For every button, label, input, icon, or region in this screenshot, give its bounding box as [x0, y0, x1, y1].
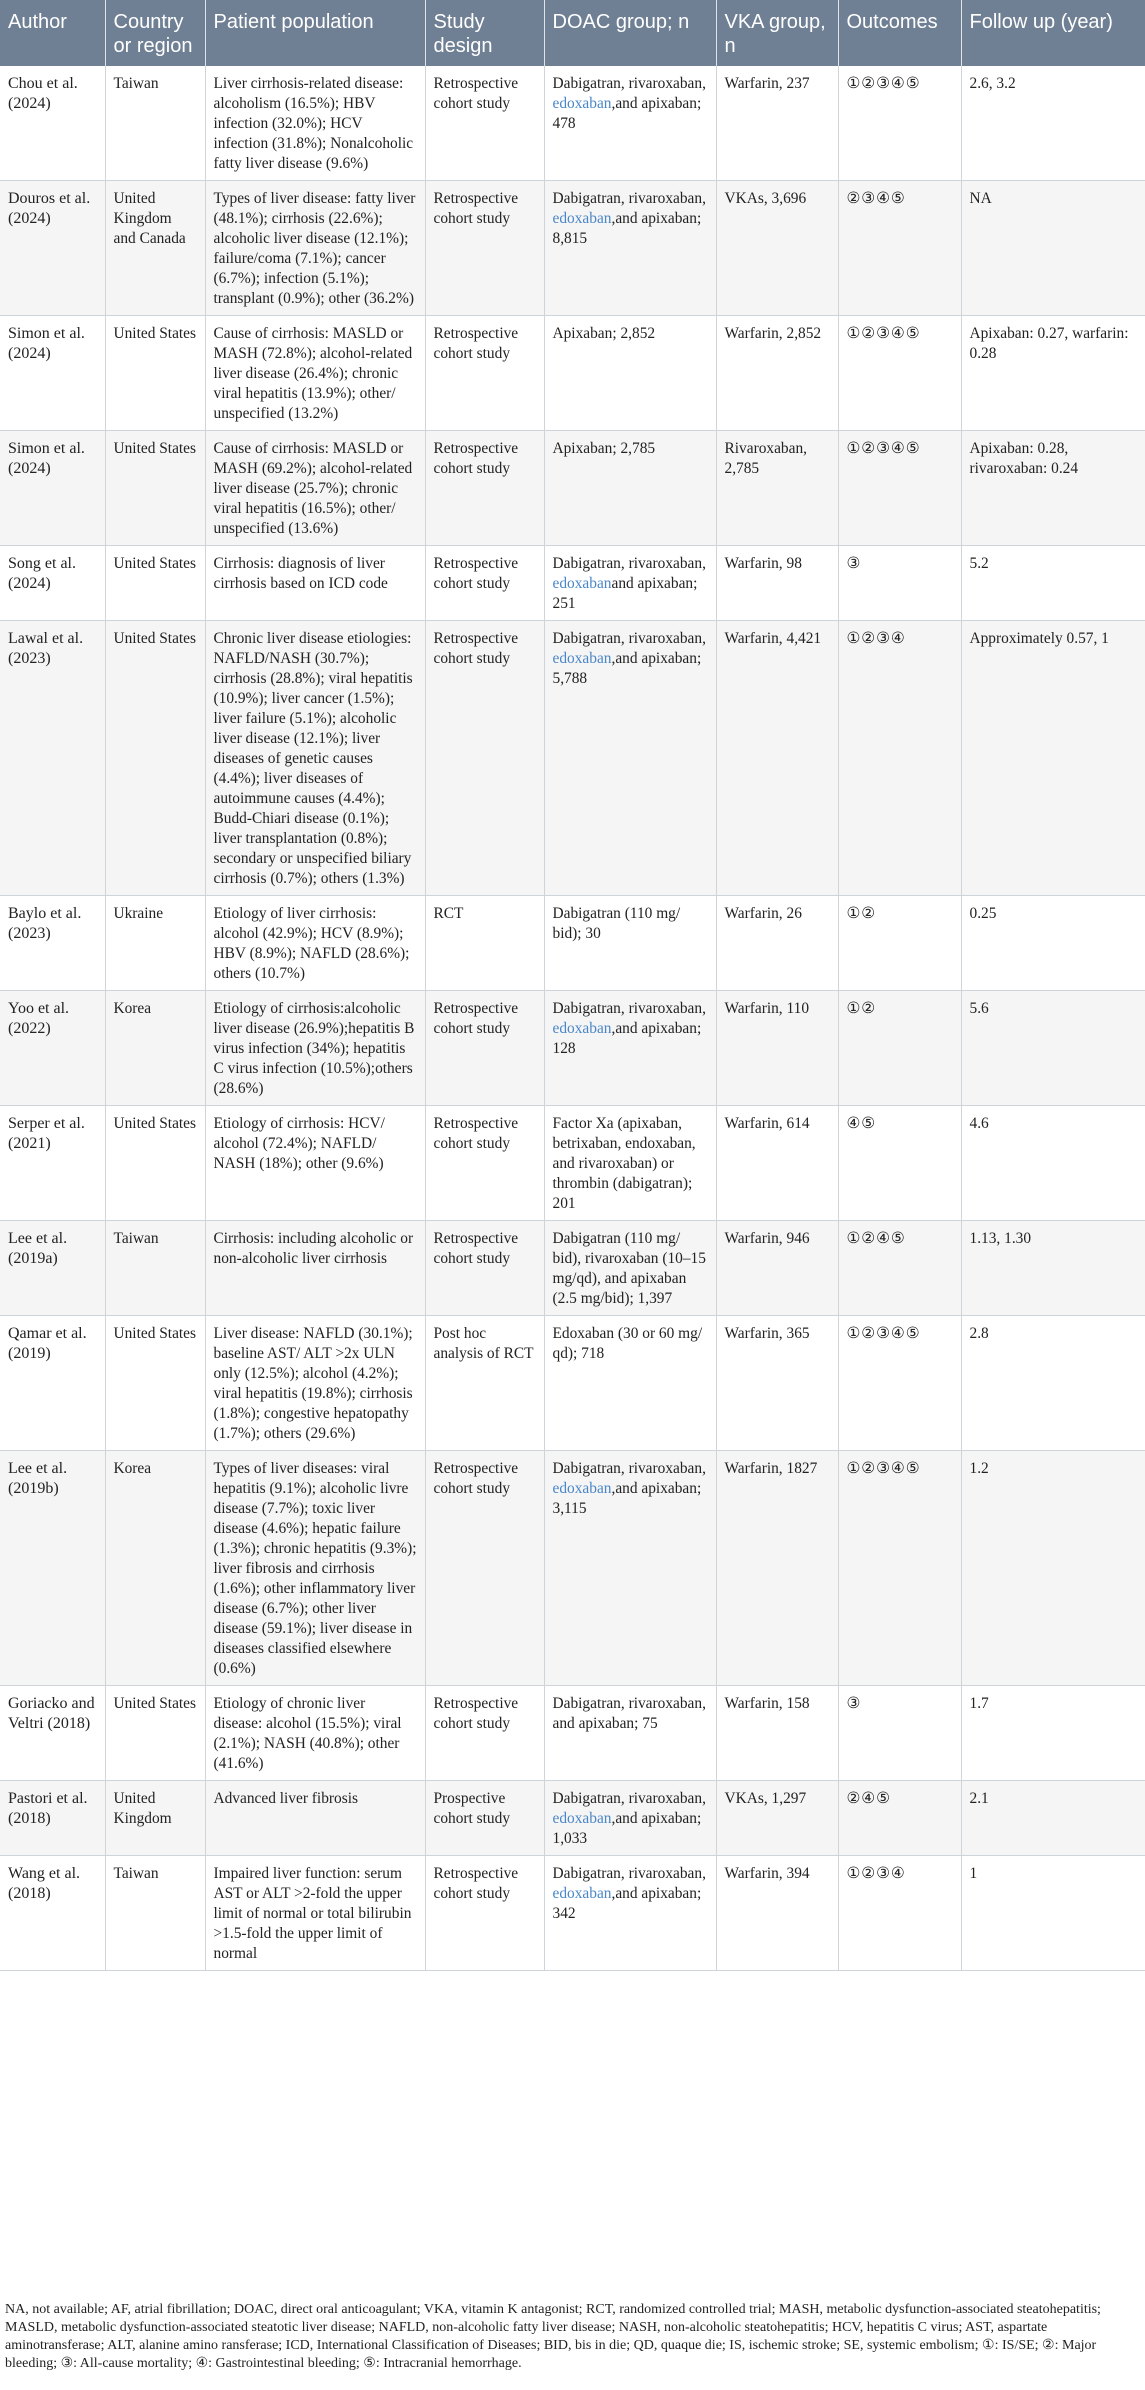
cell-country: United Kingdom — [105, 1781, 205, 1856]
cell-followup: 5.2 — [961, 546, 1145, 621]
cell-doac — [544, 1451, 716, 1686]
cell-author: Lee et al. (2019a) — [0, 1221, 105, 1316]
cell-doac — [544, 1686, 716, 1781]
cell-population: Types of liver diseases: viral hepatitis (9.1%); alcoholic livre disease (7.7%); toxic liver disease (4.6%); hepatic failure (1.3%); chronic hepatitis (9.3%); liver fibrosis and cirrhosis (1.6%); other inflammatory liver disease (6.7%); other liver disease (59.1%); liver disease in diseases classified elsewhere (0.6%) — [205, 1451, 425, 1686]
cell-design: Retrospective cohort study — [425, 546, 544, 621]
doac-text-end: ,and apixaban; 128 — [552, 1020, 702, 1057]
table-row — [0, 1686, 1145, 1781]
cell-country: United States — [105, 621, 205, 896]
cell-vka: Warfarin, 110 — [716, 991, 838, 1106]
cell-design: Retrospective cohort study — [425, 181, 544, 316]
doac-highlight: edoxaban — [552, 1480, 612, 1497]
doac-text: Dabigatran (110 mg/ bid); 30 — [552, 905, 681, 942]
cell-population: Liver disease: NAFLD (30.1%); baseline AST/ ALT >2x ULN only (12.5%); alcohol (4.2%); viral hepatitis (19.8%); cirrhosis (1.8%); congestive hepatopathy (1.7%); others (29.6%) — [205, 1316, 425, 1451]
cell-doac — [544, 66, 716, 181]
cell-design: Retrospective cohort study — [425, 1106, 544, 1221]
cell-design: Retrospective cohort study — [425, 316, 544, 431]
doac-highlight: edoxaban — [552, 650, 612, 667]
cell-author: Wang et al. (2018) — [0, 1856, 105, 1971]
cell-followup: 1 — [961, 1856, 1145, 1971]
cell-followup: 2.8 — [961, 1316, 1145, 1451]
doac-text: Dabigatran, rivaroxaban, — [552, 1000, 706, 1017]
cell-country: United States — [105, 1316, 205, 1451]
doac-text-end: ,and apixaban; 8,815 — [552, 210, 702, 247]
cell-population: Liver cirrhosis-related disease: alcoholism (16.5%); HBV infection (32.0%); HCV infection (31.8%); Nonalcoholic fatty liver disease (9.6%) — [205, 66, 425, 181]
cell-design: Retrospective cohort study — [425, 66, 544, 181]
cell-doac — [544, 181, 716, 316]
cell-population: Cirrhosis: including alcoholic or non-alcoholic liver cirrhosis — [205, 1221, 425, 1316]
header-row — [0, 0, 1145, 66]
cell-country: United States — [105, 546, 205, 621]
table-row — [0, 991, 1145, 1106]
doac-text-end: ,and apixaban; 3,115 — [552, 1480, 702, 1517]
cell-author: Baylo et al. (2023) — [0, 896, 105, 991]
table-row — [0, 1856, 1145, 1971]
doac-text: Apixaban; 2,852 — [552, 325, 656, 342]
cell-population: Impaired liver function: serum AST or ALT >2-fold the upper limit of normal or total bilirubin >1.5-fold the upper limit of normal — [205, 1856, 425, 1971]
cell-outcomes: ①②③④ — [838, 621, 961, 896]
cell-doac — [544, 1221, 716, 1316]
cell-followup: 2.1 — [961, 1781, 1145, 1856]
table-row — [0, 1451, 1145, 1686]
cell-population: Advanced liver fibrosis — [205, 1781, 425, 1856]
cell-country: United States — [105, 1686, 205, 1781]
cell-followup: Approximately 0.57, 1 — [961, 621, 1145, 896]
cell-country: Korea — [105, 991, 205, 1106]
cell-design: Retrospective cohort study — [425, 1686, 544, 1781]
header-population: Patient population — [205, 0, 425, 66]
cell-author: Simon et al. (2024) — [0, 316, 105, 431]
doac-text-end: ,and apixaban; 5,788 — [552, 650, 702, 687]
cell-country: United States — [105, 316, 205, 431]
cell-country: Ukraine — [105, 896, 205, 991]
table-row — [0, 1221, 1145, 1316]
header-country: Country or region — [105, 0, 205, 66]
cell-author: Douros et al. (2024) — [0, 181, 105, 316]
cell-population: Etiology of cirrhosis:alcoholic liver disease (26.9%);hepatitis B virus infection (34%); hepatitis C virus infection (10.5%);others (28.6%) — [205, 991, 425, 1106]
cell-outcomes: ①②③④ — [838, 1856, 961, 1971]
table-footnote: NA, not available; AF, atrial fibrillation; DOAC, direct oral anticoagulant; VKA, vitamin K antagonist; RCT, randomized controlled trial; MASH, metabolic dysfunction-associated steatohepatitis; MASLD, metabolic dysfunction-associated steatotic liver disease; NAFLD, non-alcoholic fatty liver disease; NASH, non-alcoholic steatohepatitis; HCV, hepatitis C virus; AST, aspartate aminotransferase; ALT, alanine amino ransferase; ICD, International Classification of Diseases; BID, bis in die; QD, quaque die; IS, ischemic stroke; SE, systemic embolism; ①: IS/SE; ②: Major bleeding; ③: All-cause mortality; ④: Gastrointestinal bleeding; ⑤: Intracranial hemorrhage. — [5, 2302, 1101, 2371]
cell-vka: Warfarin, 1827 — [716, 1451, 838, 1686]
header-vka: VKA group, n — [716, 0, 838, 66]
cell-design: Prospective cohort study — [425, 1781, 544, 1856]
cell-vka: Warfarin, 98 — [716, 546, 838, 621]
cell-design: Retrospective cohort study — [425, 1856, 544, 1971]
cell-doac — [544, 1856, 716, 1971]
cell-design: Retrospective cohort study — [425, 991, 544, 1106]
cell-design: Post hoc analysis of RCT — [425, 1316, 544, 1451]
doac-text-end: ,and apixaban; 1,033 — [552, 1810, 702, 1847]
cell-author: Qamar et al. (2019) — [0, 1316, 105, 1451]
cell-followup: Apixaban: 0.28, rivaroxaban: 0.24 — [961, 431, 1145, 546]
doac-text: Dabigatran, rivaroxaban, and apixaban; 75 — [552, 1695, 706, 1732]
cell-followup: NA — [961, 181, 1145, 316]
cell-country: Korea — [105, 1451, 205, 1686]
doac-highlight: edoxaban — [552, 1810, 612, 1827]
cell-outcomes: ②④⑤ — [838, 1781, 961, 1856]
cell-doac — [544, 1781, 716, 1856]
cell-outcomes: ①②③④⑤ — [838, 1316, 961, 1451]
cell-vka: Warfarin, 394 — [716, 1856, 838, 1971]
cell-vka: Warfarin, 237 — [716, 66, 838, 181]
cell-author: Lawal et al. (2023) — [0, 621, 105, 896]
doac-text: Factor Xa (apixaban, betrixaban, endoxaban, and rivaroxaban) or thrombin (dabigatran); 201 — [552, 1115, 696, 1212]
cell-followup: 1.13, 1.30 — [961, 1221, 1145, 1316]
cell-vka: Warfarin, 614 — [716, 1106, 838, 1221]
cell-population: Etiology of liver cirrhosis: alcohol (42.9%); HCV (8.9%); HBV (8.9%); NAFLD (28.6%); others (10.7%) — [205, 896, 425, 991]
cell-vka: VKAs, 3,696 — [716, 181, 838, 316]
cell-outcomes: ②③④⑤ — [838, 181, 961, 316]
table-row — [0, 66, 1145, 181]
doac-text-end: and apixaban; 251 — [552, 575, 698, 612]
cell-design: RCT — [425, 896, 544, 991]
cell-followup: 0.25 — [961, 896, 1145, 991]
cell-country: Taiwan — [105, 1856, 205, 1971]
doac-highlight: edoxaban — [552, 1885, 612, 1902]
cell-doac — [544, 991, 716, 1106]
cell-design: Retrospective cohort study — [425, 431, 544, 546]
table-row — [0, 431, 1145, 546]
cell-author: Goriacko and Veltri (2018) — [0, 1686, 105, 1781]
header-followup: Follow up (year) — [961, 0, 1145, 66]
cell-followup: Apixaban: 0.27, warfarin: 0.28 — [961, 316, 1145, 431]
table-row — [0, 1106, 1145, 1221]
cell-followup: 1.2 — [961, 1451, 1145, 1686]
cell-population: Chronic liver disease etiologies: NAFLD/NASH (30.7%); cirrhosis (28.8%); viral hepatitis (10.9%); liver cancer (1.5%); liver failure (5.1%); alcoholic liver disease (12.1%); liver diseases of genetic causes (4.4%); liver diseases of autoimmune causes (4.4%); Budd-Chiari disease (0.1%); liver transplantation (0.8%); secondary or unspecified biliary cirrhosis (0.7%); others (1.3%) — [205, 621, 425, 896]
cell-author: Song et al. (2024) — [0, 546, 105, 621]
doac-text-end: ,and apixaban; 342 — [552, 1885, 702, 1922]
cell-doac — [544, 896, 716, 991]
cell-doac — [544, 316, 716, 431]
table-row — [0, 621, 1145, 896]
cell-vka: Warfarin, 26 — [716, 896, 838, 991]
doac-text: Dabigatran, rivaroxaban, — [552, 75, 706, 92]
cell-outcomes: ①② — [838, 991, 961, 1106]
table-row — [0, 1316, 1145, 1451]
cell-author: Serper et al. (2021) — [0, 1106, 105, 1221]
cell-population: Cirrhosis: diagnosis of liver cirrhosis based on ICD code — [205, 546, 425, 621]
cell-doac — [544, 431, 716, 546]
doac-text: Apixaban; 2,785 — [552, 440, 656, 457]
cell-outcomes: ④⑤ — [838, 1106, 961, 1221]
header-author: Author — [0, 0, 105, 66]
cell-population: Cause of cirrhosis: MASLD or MASH (72.8%); alcohol-related liver disease (26.4%); chronic viral hepatitis (13.9%); other/ unspecified (13.2%) — [205, 316, 425, 431]
cell-doac — [544, 621, 716, 896]
table-row — [0, 181, 1145, 316]
doac-highlight: edoxaban — [552, 575, 612, 592]
cell-outcomes: ①②③④⑤ — [838, 431, 961, 546]
cell-author: Simon et al. (2024) — [0, 431, 105, 546]
doac-text-end: ,and apixaban; 478 — [552, 95, 702, 132]
cell-vka: Warfarin, 365 — [716, 1316, 838, 1451]
doac-text: Dabigatran (110 mg/ bid), rivaroxaban (10–15 mg/qd), and apixaban (2.5 mg/bid); 1,397 — [552, 1230, 706, 1307]
cell-doac — [544, 546, 716, 621]
doac-highlight: edoxaban — [552, 95, 612, 112]
header-design: Study design — [425, 0, 544, 66]
cell-vka: VKAs, 1,297 — [716, 1781, 838, 1856]
cell-doac — [544, 1316, 716, 1451]
doac-highlight: edoxaban — [552, 210, 612, 227]
cell-author: Yoo et al. (2022) — [0, 991, 105, 1106]
cell-design: Retrospective cohort study — [425, 621, 544, 896]
cell-population: Types of liver disease: fatty liver (48.1%); cirrhosis (22.6%); alcoholic liver disease (12.1%); failure/coma (7.1%); cancer (6.7%); infection (5.1%); transplant (0.9%); other (36.2%) — [205, 181, 425, 316]
cell-vka: Warfarin, 946 — [716, 1221, 838, 1316]
cell-doac — [544, 1106, 716, 1221]
cell-author: Chou et al. (2024) — [0, 66, 105, 181]
cell-population: Etiology of cirrhosis: HCV/ alcohol (72.4%); NAFLD/ NASH (18%); other (9.6%) — [205, 1106, 425, 1221]
doac-text: Dabigatran, rivaroxaban, — [552, 1790, 706, 1807]
table-row — [0, 896, 1145, 991]
cell-population: Etiology of chronic liver disease: alcohol (15.5%); viral (2.1%); NASH (40.8%); other (41.6%) — [205, 1686, 425, 1781]
cell-vka: Warfarin, 4,421 — [716, 621, 838, 896]
doac-text: Dabigatran, rivaroxaban, — [552, 1460, 706, 1477]
cell-author: Pastori et al. (2018) — [0, 1781, 105, 1856]
cell-outcomes: ③ — [838, 546, 961, 621]
cell-outcomes: ①②④⑤ — [838, 1221, 961, 1316]
cell-followup: 5.6 — [961, 991, 1145, 1106]
doac-text: Dabigatran, rivaroxaban, — [552, 555, 706, 572]
cell-design: Retrospective cohort study — [425, 1451, 544, 1686]
table-row — [0, 316, 1145, 431]
cell-outcomes: ③ — [838, 1686, 961, 1781]
doac-highlight: edoxaban — [552, 1020, 612, 1037]
doac-text: Dabigatran, rivaroxaban, — [552, 190, 706, 207]
cell-outcomes: ①②③④⑤ — [838, 1451, 961, 1686]
table-row — [0, 546, 1145, 621]
cell-country: Taiwan — [105, 66, 205, 181]
cell-country: United Kingdom and Canada — [105, 181, 205, 316]
cell-outcomes: ①②③④⑤ — [838, 316, 961, 431]
header-outcomes: Outcomes — [838, 0, 961, 66]
cell-country: United States — [105, 431, 205, 546]
cell-population: Cause of cirrhosis: MASLD or MASH (69.2%); alcohol-related liver disease (25.7%); chronic viral hepatitis (16.5%); other/ unspecified (13.6%) — [205, 431, 425, 546]
header-doac: DOAC group; n — [544, 0, 716, 66]
table-row — [0, 1781, 1145, 1856]
doac-text: Dabigatran, rivaroxaban, — [552, 630, 706, 647]
cell-design: Retrospective cohort study — [425, 1221, 544, 1316]
doac-text: Dabigatran, rivaroxaban, — [552, 1865, 706, 1882]
cell-followup: 4.6 — [961, 1106, 1145, 1221]
cell-vka: Rivaroxaban, 2,785 — [716, 431, 838, 546]
cell-country: Taiwan — [105, 1221, 205, 1316]
cell-author: Lee et al. (2019b) — [0, 1451, 105, 1686]
cell-vka: Warfarin, 158 — [716, 1686, 838, 1781]
cell-outcomes: ①② — [838, 896, 961, 991]
cell-followup: 1.7 — [961, 1686, 1145, 1781]
doac-text: Edoxaban (30 or 60 mg/ qd); 718 — [552, 1325, 703, 1362]
cell-vka: Warfarin, 2,852 — [716, 316, 838, 431]
cell-country: United States — [105, 1106, 205, 1221]
cell-followup: 2.6, 3.2 — [961, 66, 1145, 181]
cell-outcomes: ①②③④⑤ — [838, 66, 961, 181]
